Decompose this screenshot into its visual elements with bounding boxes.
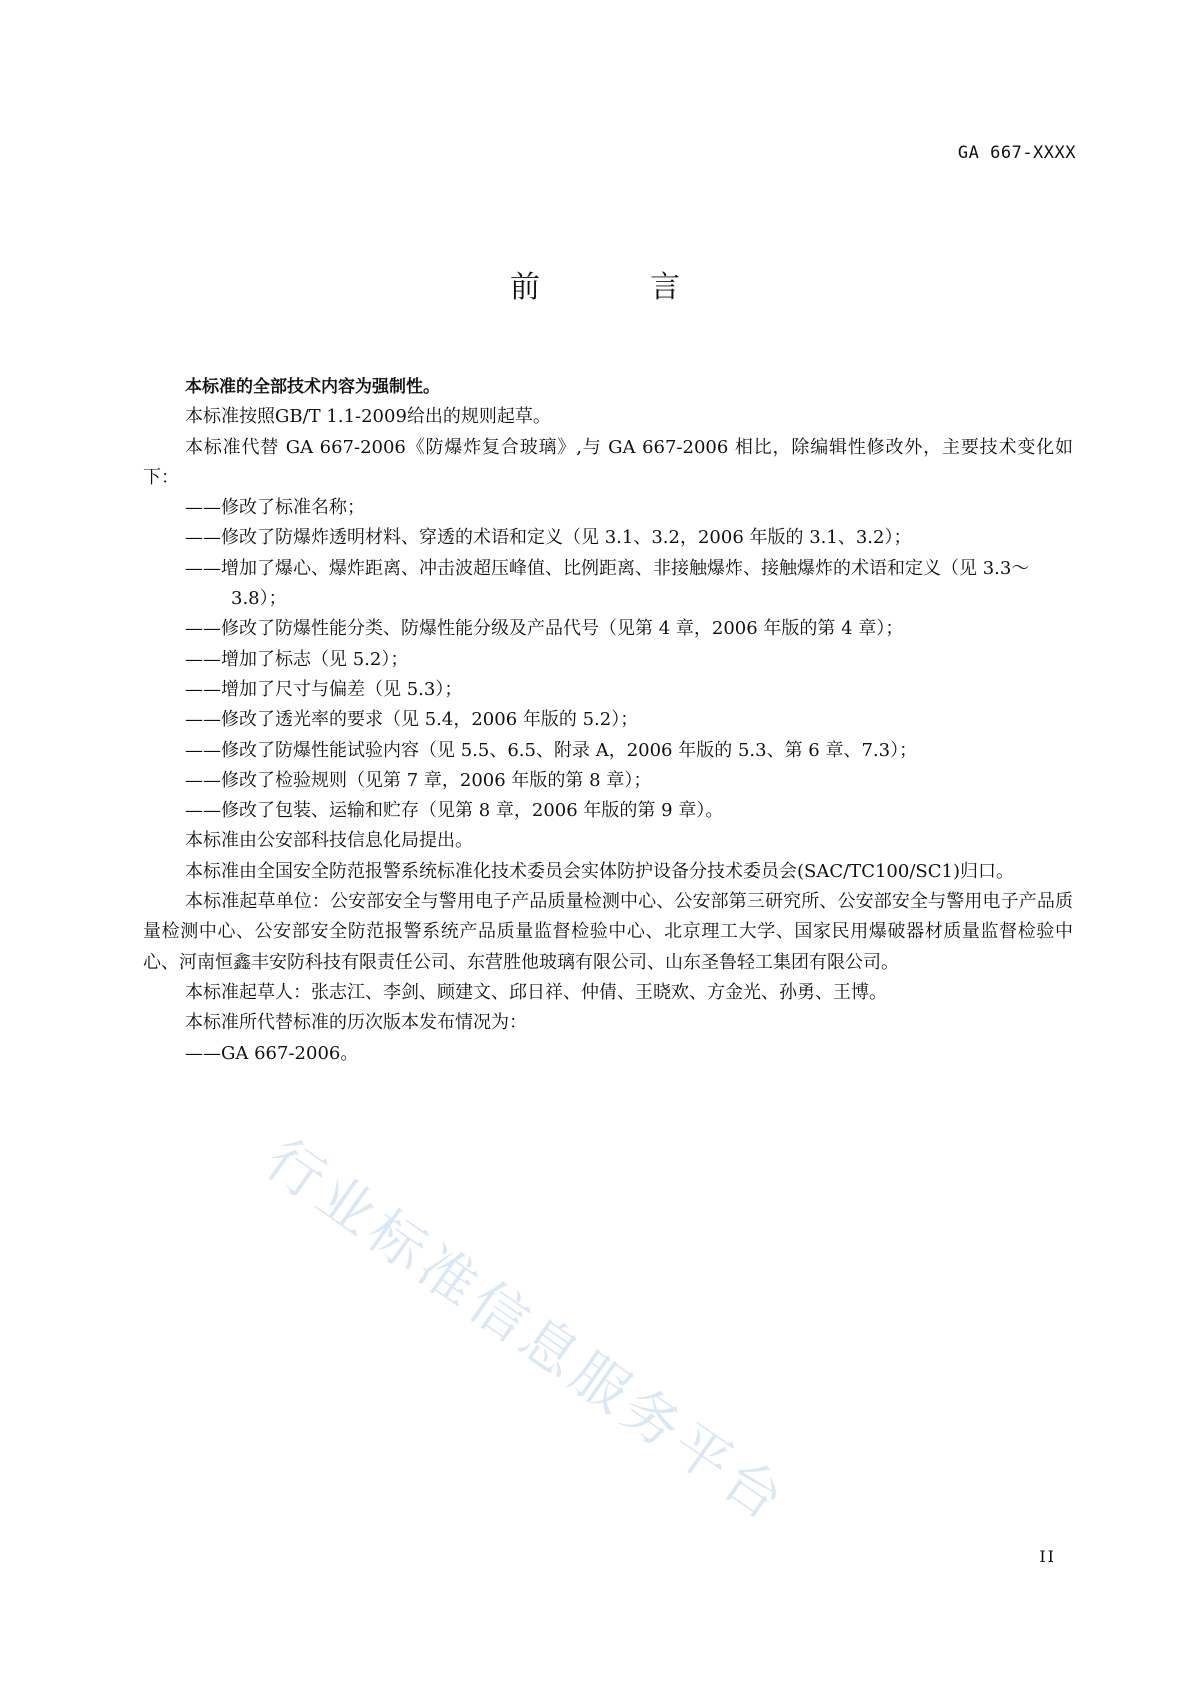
list-item: ——增加了标志（见 5.2）； (185, 648, 409, 670)
list-item: ——修改了透光率的要求（见 5.4，2006 年版的 5.2）； (185, 709, 639, 731)
paragraph: 本标准由公安部科技信息化局提出。 (185, 830, 473, 852)
list-item: ——GA 667-2006。 (185, 1042, 359, 1064)
paragraph: 本标准起草人：张志江、李剑、顾建文、邱日祥、仲倩、王晓欢、方金光、孙勇、王博。 (185, 981, 887, 1003)
paragraph: 本标准代替 GA 667-2006《防爆炸复合玻璃》,与 GA 667-2006 相比，除编辑性修改外，主要技术变化如下： (143, 436, 1073, 488)
paragraph: 本标准的全部技术内容为强制性。 (185, 377, 440, 397)
document-code: GA 667-XXXX (957, 143, 1076, 163)
list-item: ——增加了爆心、爆炸距离、冲击波超压峰值、比例距离、非接触爆炸、接触爆炸的术语和定义（见 3.3～3.8）； (185, 557, 1030, 610)
page-number: II (1039, 1547, 1056, 1566)
paragraph: 本标准按照GB/T 1.1-2009给出的规则起草。 (185, 406, 551, 428)
foreword-body (143, 372, 1073, 1069)
list-item: ——修改了标准名称； (185, 497, 365, 519)
paragraph: 本标准起草单位：公安部安全与警用电子产品质量检测中心、公安部第三研究所、公安部安全与警用电子产品质量检测中心、公安部安全防范报警系统产品质量监督检验中心、北京理工大学、国家民用爆破器材质量监督检验中心、河南恒鑫丰安防科技有限责任公司、东营胜他玻璃有限公司、山东圣鲁轻工集团有限公司。 (143, 891, 1073, 973)
list-item: ——修改了包装、运输和贮存（见第 8 章，2006 年版的第 9 章）。 (185, 800, 724, 822)
page-title: 前 言 (510, 270, 720, 305)
paragraph: 本标准所代替标准的历次版本发布情况为： (185, 1012, 527, 1034)
list-item: ——修改了防爆炸透明材料、穿透的术语和定义（见 3.1、3.2，2006 年版的 3.1、3.2）； (185, 527, 912, 549)
list-item: ——修改了防爆性能分类、防爆性能分级及产品代号（见第 4 章，2006 年版的第 4 章）； (185, 618, 904, 640)
list-item: ——增加了尺寸与偏差（见 5.3）； (185, 678, 463, 700)
watermark: 行业标准信息服务平台 (253, 1127, 799, 1536)
list-item: ——修改了防爆性能试验内容（见 5.5、6.5、附录 A，2006 年版的 5.3、第 6 章、7.3）； (185, 739, 918, 761)
list-item: ——修改了检验规则（见第 7 章，2006 年版的第 8 章）； (185, 769, 652, 791)
paragraph: 本标准由全国安全防范报警系统标准化技术委员会实体防护设备分技术委员会(SAC/TC100/SC1)归口。 (185, 860, 1014, 882)
